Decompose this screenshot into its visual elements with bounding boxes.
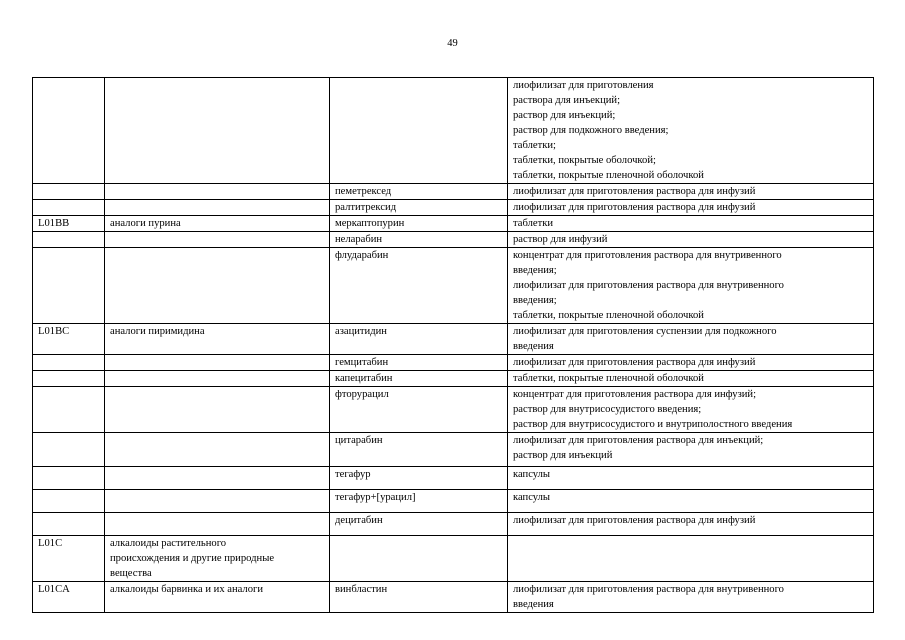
atc-code-cell <box>33 467 105 490</box>
atc-code-cell <box>33 200 105 216</box>
drug-name-cell <box>330 536 508 582</box>
dosage-forms-cell <box>508 387 874 433</box>
drug-name-cell <box>330 200 508 216</box>
atc-code: L01C <box>38 538 63 549</box>
group-name-cell <box>105 355 330 371</box>
dosage-forms-cell <box>508 371 874 387</box>
table-row <box>33 232 874 248</box>
drug-name: пеметрексед <box>335 186 392 197</box>
table-row <box>33 371 874 387</box>
atc-code-cell <box>33 248 105 324</box>
dosage-form-line: лиофилизат для приготовления раствора для внутривенного <box>513 280 784 291</box>
dosage-form-line: лиофилизат для приготовления раствора для инфузий <box>513 357 756 368</box>
table-row <box>33 536 874 582</box>
drug-name-cell <box>330 216 508 232</box>
drug-name: меркаптопурин <box>335 218 405 229</box>
group-name-line: аналоги пурина <box>110 218 181 229</box>
drug-name-cell <box>330 467 508 490</box>
drug-name: гемцитабин <box>335 357 389 368</box>
dosage-forms-cell <box>508 355 874 371</box>
atc-code-cell <box>33 387 105 433</box>
dosage-forms-cell <box>508 433 874 467</box>
table-row <box>33 513 874 536</box>
dosage-forms-cell <box>508 513 874 536</box>
dosage-form-line: раствор для внутрисосудистого и внутриполостного введения <box>513 419 793 430</box>
drug-name-cell <box>330 387 508 433</box>
dosage-form-line: лиофилизат для приготовления раствора для инфузий <box>513 186 756 197</box>
group-name-line: алкалоиды растительного <box>110 538 227 549</box>
dosage-form-line: таблетки, покрытые пленочной оболочкой <box>513 170 704 181</box>
dosage-form-line: лиофилизат для приготовления раствора для инфузий <box>513 515 756 526</box>
dosage-form-line: введения; <box>513 265 557 276</box>
group-name-cell <box>105 513 330 536</box>
drug-name: флударабин <box>335 250 389 261</box>
group-name-cell <box>105 467 330 490</box>
dosage-form-line: введения <box>513 599 554 610</box>
atc-code: L01BB <box>38 218 70 229</box>
dosage-form-line: таблетки <box>513 218 554 229</box>
dosage-form-line: раствора для инъекций; <box>513 95 621 106</box>
atc-code-cell <box>33 232 105 248</box>
table-row <box>33 433 874 467</box>
dosage-form-line: лиофилизат для приготовления раствора для инъекций; <box>513 435 764 446</box>
group-name-cell <box>105 490 330 513</box>
group-name-cell <box>105 387 330 433</box>
group-name-line: происхождения и другие природные <box>110 553 275 564</box>
atc-code-cell <box>33 324 105 355</box>
drug-name: фторурацил <box>335 389 389 400</box>
group-name-cell <box>105 371 330 387</box>
dosage-form-line: раствор для инъекций; <box>513 110 616 121</box>
atc-code: L01BC <box>38 326 70 337</box>
dosage-forms-cell <box>508 216 874 232</box>
drug-name: децитабин <box>335 515 383 526</box>
drug-name: азацитидин <box>335 326 387 337</box>
dosage-form-line: концентрат для приготовления раствора для инфузий; <box>513 389 757 400</box>
group-name-line: алкалоиды барвинка и их аналоги <box>110 584 264 595</box>
dosage-form-line: таблетки, покрытые пленочной оболочкой <box>513 373 704 384</box>
drug-table-body <box>33 78 874 613</box>
dosage-forms-cell <box>508 78 874 184</box>
group-name-cell <box>105 184 330 200</box>
dosage-forms-cell <box>508 582 874 613</box>
drug-table <box>32 77 874 613</box>
group-name-cell <box>105 200 330 216</box>
dosage-form-line: таблетки, покрытые оболочкой; <box>513 155 656 166</box>
dosage-form-line: раствор для инъекций <box>513 450 613 461</box>
atc-code-cell <box>33 371 105 387</box>
table-row <box>33 216 874 232</box>
dosage-form-line: раствор для внутрисосудистого введения; <box>513 404 702 415</box>
dosage-form-line: лиофилизат для приготовления <box>513 80 654 91</box>
dosage-form-line: введения <box>513 341 554 352</box>
group-name-cell <box>105 536 330 582</box>
group-name-cell <box>105 433 330 467</box>
dosage-form-line: лиофилизат для приготовления раствора для инфузий <box>513 202 756 213</box>
dosage-forms-cell <box>508 200 874 216</box>
drug-name-cell <box>330 513 508 536</box>
table-row <box>33 387 874 433</box>
dosage-form-line: раствор для инфузий <box>513 234 608 245</box>
drug-name-cell <box>330 582 508 613</box>
drug-name: цитарабин <box>335 435 383 446</box>
dosage-form-line: лиофилизат для приготовления раствора для внутривенного <box>513 584 784 595</box>
drug-name-cell <box>330 78 508 184</box>
dosage-form-line: введения; <box>513 295 557 306</box>
dosage-form-line: капсулы <box>513 492 551 503</box>
group-name-cell <box>105 582 330 613</box>
dosage-forms-cell <box>508 467 874 490</box>
group-name-cell <box>105 248 330 324</box>
drug-name: винбластин <box>335 584 388 595</box>
drug-name-cell <box>330 184 508 200</box>
table-row <box>33 582 874 613</box>
group-name-cell <box>105 78 330 184</box>
dosage-forms-cell <box>508 324 874 355</box>
dosage-forms-cell <box>508 490 874 513</box>
dosage-form-line: раствор для подкожного введения; <box>513 125 669 136</box>
atc-code-cell <box>33 78 105 184</box>
dosage-forms-cell <box>508 248 874 324</box>
table-row <box>33 78 874 184</box>
drug-name: капецитабин <box>335 373 393 384</box>
drug-name-cell <box>330 232 508 248</box>
table-row <box>33 200 874 216</box>
group-name-cell <box>105 324 330 355</box>
atc-code-cell <box>33 433 105 467</box>
group-name-cell <box>105 232 330 248</box>
dosage-form-line: капсулы <box>513 469 551 480</box>
page-number: 49 <box>447 38 458 49</box>
dosage-forms-cell <box>508 232 874 248</box>
drug-name: ралтитрексид <box>335 202 397 213</box>
table-row <box>33 490 874 513</box>
atc-code-cell <box>33 536 105 582</box>
table-row <box>33 324 874 355</box>
atc-code-cell <box>33 490 105 513</box>
atc-code-cell <box>33 582 105 613</box>
group-name-line: аналоги пиримидина <box>110 326 205 337</box>
atc-code-cell <box>33 184 105 200</box>
drug-name-cell <box>330 248 508 324</box>
drug-name: тегафур <box>335 469 371 480</box>
dosage-form-line: таблетки; <box>513 140 556 151</box>
table-row <box>33 184 874 200</box>
drug-name-cell <box>330 371 508 387</box>
dosage-form-line: лиофилизат для приготовления суспензии для подкожного <box>513 326 777 337</box>
drug-name-cell <box>330 433 508 467</box>
table-row <box>33 355 874 371</box>
drug-name: тегафур+[урацил] <box>335 492 416 503</box>
atc-code-cell <box>33 355 105 371</box>
table-row <box>33 467 874 490</box>
drug-name-cell <box>330 355 508 371</box>
atc-code-cell <box>33 216 105 232</box>
table-row <box>33 248 874 324</box>
dosage-form-line: концентрат для приготовления раствора для внутривенного <box>513 250 782 261</box>
group-name-cell <box>105 216 330 232</box>
drug-name-cell <box>330 490 508 513</box>
drug-name: неларабин <box>335 234 383 245</box>
drug-name-cell <box>330 324 508 355</box>
dosage-forms-cell <box>508 536 874 582</box>
dosage-forms-cell <box>508 184 874 200</box>
dosage-form-line: таблетки, покрытые пленочной оболочкой <box>513 310 704 321</box>
group-name-line: вещества <box>110 568 152 579</box>
atc-code-cell <box>33 513 105 536</box>
atc-code: L01CA <box>38 584 70 595</box>
